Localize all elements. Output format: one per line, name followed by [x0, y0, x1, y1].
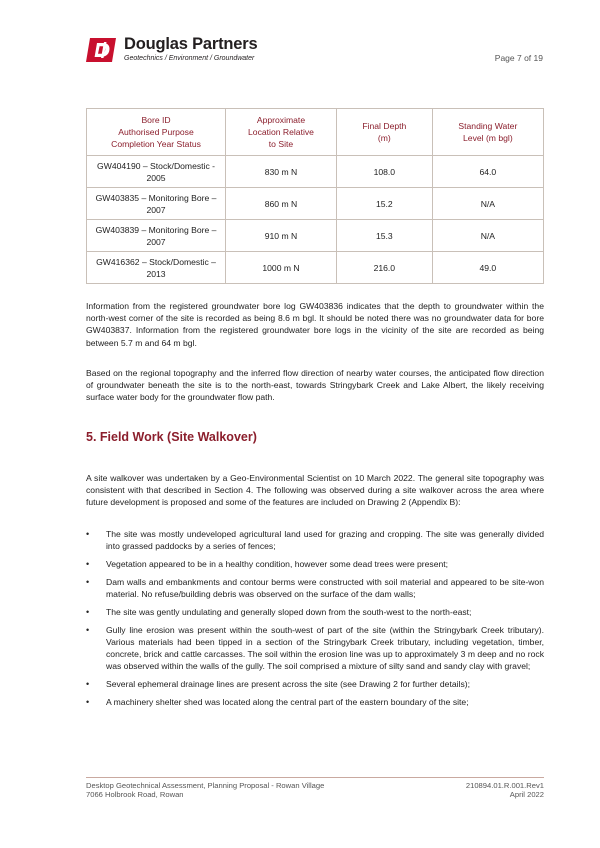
- cell-bore: GW404190 – Stock/Domestic - 2005: [87, 156, 226, 188]
- bullet-icon: •: [86, 606, 90, 617]
- footer-report-ref: 210894.01.R.001.Rev1 April 2022: [465, 781, 544, 800]
- bullet-icon: •: [86, 576, 90, 587]
- bullet-icon: •: [86, 559, 90, 569]
- cell-depth: 15.2: [336, 188, 432, 220]
- cell-bore: GW416362 – Stock/Domestic – 2013: [87, 252, 226, 284]
- table-header-row: [87, 109, 544, 156]
- table-row: [87, 252, 544, 284]
- douglas-partners-logo-icon: [86, 38, 120, 62]
- table-row: [87, 156, 544, 188]
- paragraph-groundwater-depth: Information from the registered groundwater bore log GW403836 indicates that the depth to groundwater within the north-west corner of the site is recorded as being 8.6 m bgl. It should be noted there was no groundwater data for bore GW403837. Information from the registered groundwater bore logs in the vicinity of the site are recorded as being between 5.7 m and 64 m bgl.: [86, 301, 544, 348]
- header-bore-id: Bore ID Authorised Purpose Completion Year Status: [87, 109, 226, 156]
- list-item: • Several ephemeral drainage lines are present across the site (see Drawing 2 for further details);: [86, 679, 470, 689]
- cell-depth: 108.0: [336, 156, 432, 188]
- header-final-depth: Final Depth (m): [336, 109, 432, 156]
- cell-water-level: N/A: [432, 220, 543, 252]
- cell-bore: GW403839 – Monitoring Bore – 2007: [87, 220, 226, 252]
- paragraph-walkover-intro: A site walkover was undertaken by a Geo-Environmental Scientist on 10 March 2022. The general site topography was consistent with that described in Section 4. The following was observed during a site walkover across the area where future development is proposed and some of the features are included on Drawing 2 (Appendix B):: [86, 473, 544, 508]
- list-item: • A machinery shelter shed was located along the central part of the eastern boundary of the site;: [86, 696, 469, 707]
- observation-list: [86, 528, 544, 714]
- company-name: Douglas Partners: [124, 35, 258, 53]
- footer-project-info: Desktop Geotechnical Assessment, Planning Proposal - Rowan Village 7066 Holbrook Road, Rowan: [86, 781, 325, 800]
- section-heading: 5. Field Work (Site Walkover): [86, 430, 257, 444]
- table-row: [87, 188, 544, 220]
- company-logo: [86, 36, 257, 63]
- list-item: • Dam walls and embankments and contour berms were constructed with soil material and appeared to be site-won material. No refuse/building debris was observed on the surface of the dam walls;: [86, 576, 544, 599]
- cell-water-level: 49.0: [432, 252, 543, 284]
- footer-divider: [86, 777, 544, 778]
- page-number: Page 7 of 19: [494, 53, 543, 63]
- cell-location: 860 m N: [226, 188, 337, 220]
- bullet-icon: •: [86, 696, 90, 707]
- cell-location: 1000 m N: [226, 252, 337, 284]
- list-item: • The site was gently undulating and generally sloped down from the south-west to the north-east;: [86, 606, 472, 617]
- header-standing-water: Standing Water Level (m bgl): [432, 109, 543, 156]
- groundwater-bore-table: [86, 108, 544, 284]
- table-row: [87, 220, 544, 252]
- cell-water-level: N/A: [432, 188, 543, 220]
- paragraph-flow-direction: Based on the regional topography and the inferred flow direction of nearby water courses, the anticipated flow direction of groundwater beneath the site is to the north-east, towards Stringybark Creek and Lake Albert, the likely receiving surface water body for the groundwater flow path.: [86, 368, 544, 403]
- company-tagline: Geotechnics / Environment / Groundwater: [124, 55, 255, 62]
- cell-location: 830 m N: [226, 156, 337, 188]
- cell-location: 910 m N: [226, 220, 337, 252]
- header-location: Approximate Location Relative to Site: [226, 109, 337, 156]
- cell-depth: 216.0: [336, 252, 432, 284]
- cell-depth: 15.3: [336, 220, 432, 252]
- list-item: • Vegetation appeared to be in a healthy condition, however some dead trees were present;: [86, 559, 449, 569]
- list-item: • The site was mostly undeveloped agricultural land used for grazing and cropping. The site was generally divided into grassed paddocks by a series of fences;: [86, 529, 544, 552]
- bullet-icon: •: [86, 624, 90, 635]
- bullet-icon: •: [86, 529, 90, 539]
- cell-bore: GW403835 – Monitoring Bore – 2007: [87, 188, 226, 220]
- list-item: • Gully line erosion was present within the south-west of part of the site (within the Stringybark Creek tributary). Various materials had been tipped in a section of the Stringybark Creek tributary, including vegetation, timber, concrete, brick and cattle carcasses. The soil within the erosion line was up to approximately 3 m deep and no rock was observed within the walls of the gully. The soil comprised a mixture of silty sand and sandy clay with gravel;: [86, 624, 544, 672]
- cell-water-level: 64.0: [432, 156, 543, 188]
- bullet-icon: •: [86, 679, 90, 689]
